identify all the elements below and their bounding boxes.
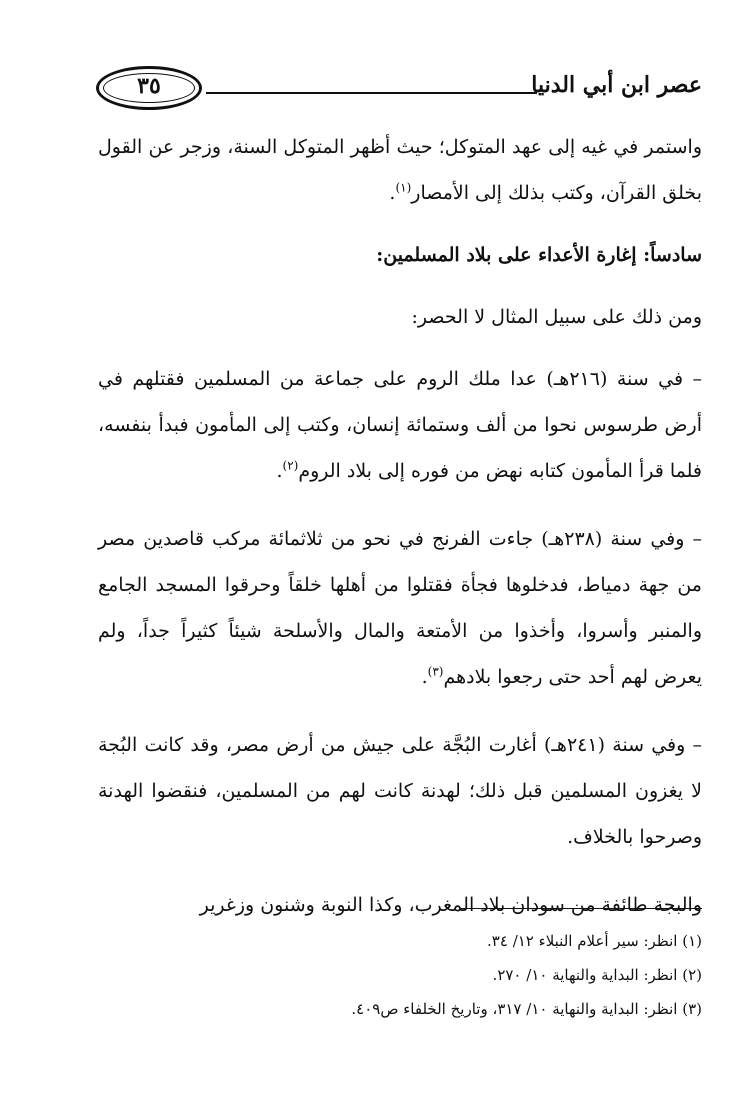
footnote-ref-3: (٣): [427, 664, 444, 679]
section-heading: سادساً: إغارة الأعداء على بلاد المسلمين:: [376, 244, 702, 266]
main-text: [98, 124, 702, 928]
footnote-3: (٣) انظر: البداية والنهاية ١٠/ ٣١٧، وتاريخ الخلفاء ص٤٠٩.: [351, 1000, 702, 1018]
footnotes: [98, 924, 702, 1026]
footnote-separator: [460, 908, 702, 909]
paragraph-2: – في سنة (٢١٦هـ) عدا ملك الروم على جماعة من المسلمين فقتلهم في أرض طرسوس نحوا من ألف وستمائة إنسان، وكتب إلى المأمون فبدأ بنفسه، فلما قرأ المأمون كتابه نهض من فوره إلى بلاد الروم$^{(٢)}$.: [98, 368, 702, 482]
footnote-ref-1: (١): [395, 180, 412, 195]
paragraph-2-text: – في سنة (٢١٦هـ) عدا ملك الروم على جماعة من المسلمين فقتلهم في أرض طرسوس نحوا من ألف وستمائة إنسان، وكتب إلى المأمون فبدأ بنفسه، فلما قرأ المأمون كتابه نهض من فوره إلى بلاد الروم: [98, 368, 702, 482]
footnote-1: (١) انظر: سير أعلام النبلاء ١٢/ ٣٤.: [487, 932, 702, 950]
footnote-2: (٢) انظر: البداية والنهاية ١٠/ ٢٧٠.: [492, 966, 702, 984]
running-header: [96, 64, 702, 114]
paragraph-1: واستمر في غيه إلى عهد المتوكل؛ حيث أظهر المتوكل السنة، وزجر عن القول بخلق القرآن، وكتب بذلك إلى الأمصار$^{(١)}$.: [98, 136, 702, 204]
paragraph-1-text: واستمر في غيه إلى عهد المتوكل؛ حيث أظهر المتوكل السنة، وزجر عن القول بخلق القرآن، وكتب بذلك إلى الأمصار: [98, 136, 702, 204]
header-rule: [206, 92, 537, 94]
header-title: عصر ابن أبي الدنيا: [531, 72, 702, 98]
page-number-oval: [96, 66, 202, 110]
intro-line: ومن ذلك على سبيل المثال لا الحصر:: [411, 306, 702, 328]
page-number: ٣٥: [137, 73, 161, 99]
paragraph-3-text: – وفي سنة (٢٣٨هـ) جاءت الفرنج في نحو من ثلاثمائة مركب قاصدين مصر من جهة دمياط، فدخلوها فجأة فقتلوا من أهلها خلقاً وحرقوا المسجد الجامع والمنبر وأسروا، وأخذوا من الأمتعة والمال والأسلحة شيئاً كثيراً جداً، ولم يعرض لهم أحد حتى رجعوا بلادهم: [98, 528, 703, 688]
paragraph-5: والبجة طائفة من سودان بلاد المغرب، وكذا النوبة وشنون وزغرير: [199, 894, 702, 916]
paragraph-4: – وفي سنة (٢٤١هـ) أغارت البُجَّة على جيش من أرض مصر، وقد كانت البُجة لا يغزون المسلمين قبل ذلك؛ لهدنة كانت لهم من المسلمين، فنقضوا الهدنة وصرحوا بالخلاف.: [98, 734, 703, 848]
footnote-ref-2: (٢): [282, 458, 299, 473]
paragraph-3: – وفي سنة (٢٣٨هـ) جاءت الفرنج في نحو من ثلاثمائة مركب قاصدين مصر من جهة دمياط، فدخلوها فجأة فقتلوا من أهلها خلقاً وحرقوا المسجد الجامع والمنبر وأسروا، وأخذوا من الأمتعة والمال والأسلحة شيئاً كثيراً جداً، ولم يعرض لهم أحد حتى رجعوا بلادهم$^{(٣)}$.: [98, 528, 703, 688]
